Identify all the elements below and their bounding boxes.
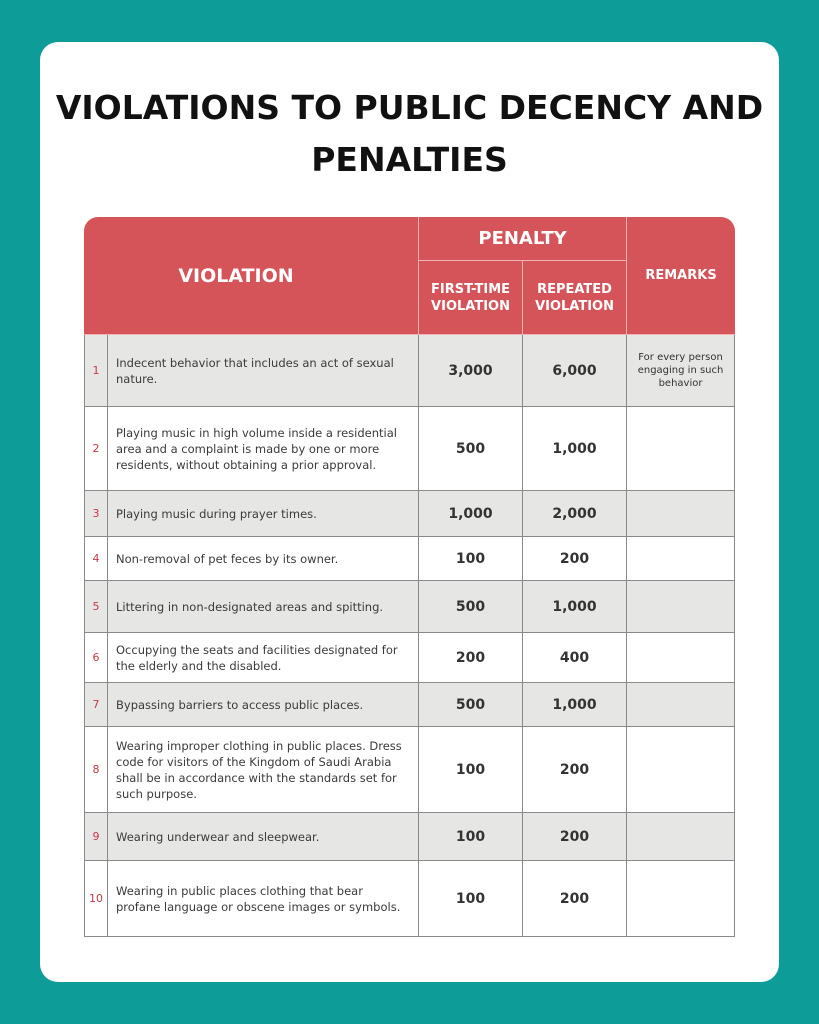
table-row [84,491,735,537]
row-number: 8 [84,727,108,813]
violation-text: Playing music in high volume inside a residential area and a complaint is made by one or more residents, without obtaining a prior approval. [108,407,419,491]
remarks-text [627,407,735,491]
repeated-fine: 200 [523,813,627,861]
first-time-fine: 100 [419,861,523,937]
remarks-text [627,727,735,813]
table-row [84,537,735,581]
violation-text: Indecent behavior that includes an act of sexual nature. [108,335,419,407]
violation-text: Wearing improper clothing in public places. Dress code for visitors of the Kingdom of Saudi Arabia shall be in accordance with the standards set for such purpose. [108,727,419,813]
content-card [40,42,779,982]
repeated-fine: 200 [523,537,627,581]
table-header [84,217,735,335]
row-number: 10 [84,861,108,937]
first-time-fine: 100 [419,537,523,581]
table-row [84,813,735,861]
repeated-fine: 200 [523,861,627,937]
remarks-text [627,581,735,633]
repeated-fine: 400 [523,633,627,683]
violation-header: VIOLATION [84,217,419,335]
violation-text: Non-removal of pet feces by its owner. [108,537,419,581]
table-row [84,633,735,683]
remarks-text [627,683,735,727]
first-time-fine: 200 [419,633,523,683]
first-time-fine: 3,000 [419,335,523,407]
first-time-header: FIRST-TIME VIOLATION [419,261,523,335]
repeated-fine: 2,000 [523,491,627,537]
violation-text: Wearing underwear and sleepwear. [108,813,419,861]
first-time-fine: 500 [419,581,523,633]
repeated-header: REPEATED VIOLATION [523,261,627,335]
remarks-text [627,537,735,581]
row-number: 1 [84,335,108,407]
row-number: 6 [84,633,108,683]
remarks-text: For every person engaging in such behavior [627,335,735,407]
violation-text: Bypassing barriers to access public places. [108,683,419,727]
repeated-fine: 6,000 [523,335,627,407]
table-row [84,861,735,937]
first-time-fine: 500 [419,683,523,727]
remarks-header: REMARKS [627,217,735,335]
violation-text: Wearing in public places clothing that bear profane language or obscene images or symbols. [108,861,419,937]
row-number: 5 [84,581,108,633]
repeated-fine: 1,000 [523,683,627,727]
first-time-fine: 500 [419,407,523,491]
violation-text: Playing music during prayer times. [108,491,419,537]
violation-text: Occupying the seats and facilities designated for the elderly and the disabled. [108,633,419,683]
table-row [84,407,735,491]
repeated-fine: 1,000 [523,407,627,491]
table-row [84,581,735,633]
row-number: 4 [84,537,108,581]
first-time-fine: 100 [419,813,523,861]
remarks-text [627,813,735,861]
remarks-text [627,491,735,537]
remarks-text [627,633,735,683]
first-time-fine: 100 [419,727,523,813]
first-time-fine: 1,000 [419,491,523,537]
repeated-fine: 200 [523,727,627,813]
row-number: 3 [84,491,108,537]
row-number: 2 [84,407,108,491]
remarks-text [627,861,735,937]
row-number: 9 [84,813,108,861]
table-row [84,683,735,727]
penalty-header: PENALTY [419,217,627,261]
row-number: 7 [84,683,108,727]
repeated-fine: 1,000 [523,581,627,633]
violation-text: Littering in non-designated areas and spitting. [108,581,419,633]
penalty-table [84,217,735,937]
table-row [84,335,735,407]
table-row [84,727,735,813]
page-title: VIOLATIONS TO PUBLIC DECENCY AND PENALTIES [55,88,764,179]
